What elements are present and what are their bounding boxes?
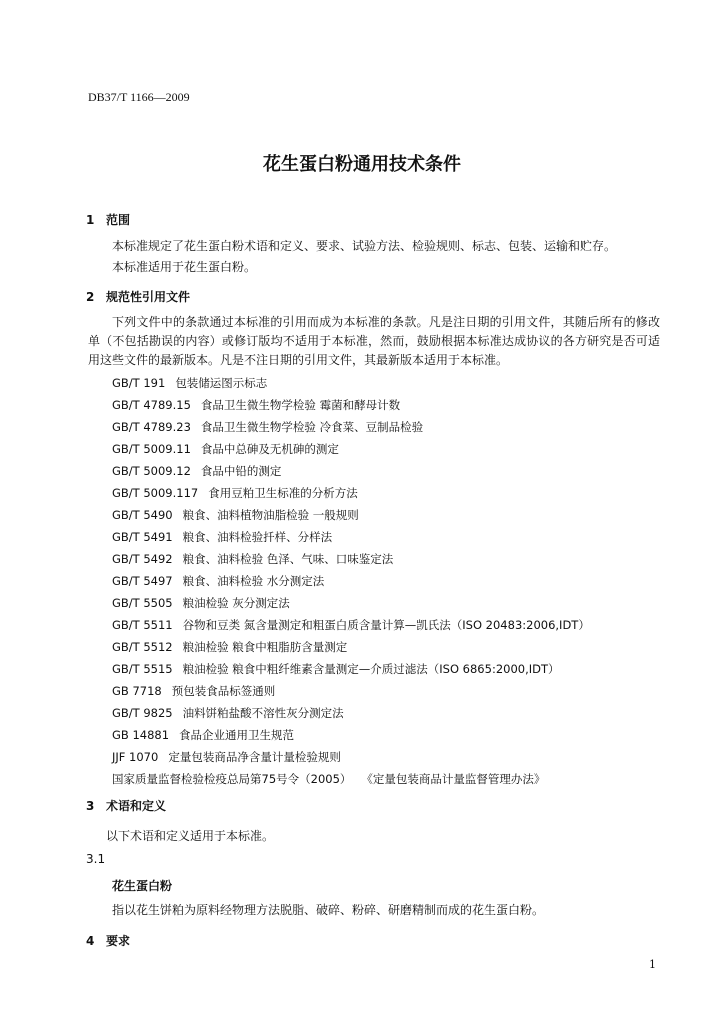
section-title: 要求	[106, 934, 131, 948]
reference-code: GB 14881	[112, 728, 170, 742]
normative-references-intro: 下列文件中的条款通过本标准的引用而成为本标准的条款。凡是注日期的引用文件，其随后所有的修改单（不包括勘误的内容）或修订版均不适用于本标准，然而，鼓励根据本标准达成协议的各方研究是否可适用这些文件的最新版本。凡是不注日期的引用文件，其最新版本适用于本标准。	[88, 315, 660, 367]
scope-line-1: 本标准规定了花生蛋白粉术语和定义、要求、试验方法、检验规则、标志、包装、运输和贮存。	[112, 239, 617, 253]
reference-title: 食品卫生微生物学检验 冷食菜、豆制品检验	[200, 420, 424, 434]
list-item	[112, 460, 590, 482]
reference-code: GB/T 5492	[112, 552, 173, 566]
reference-title: 粮油检验 粮食中粗纤维素含量测定—介质过滤法（ISO 6865:2000,IDT）	[182, 662, 560, 676]
list-item	[112, 438, 590, 460]
reference-title: 油料饼粕盐酸不溶性灰分测定法	[182, 706, 344, 720]
reference-code: GB/T 4789.15	[112, 398, 191, 412]
list-item	[112, 724, 590, 746]
reference-code: GB/T 5512	[112, 640, 173, 654]
list-item	[112, 746, 590, 768]
section-number: 4	[86, 934, 95, 948]
list-item	[112, 614, 590, 636]
reference-code: GB/T 5009.12	[112, 464, 191, 478]
reference-title: 粮食、油料植物油脂检验 一般规则	[182, 508, 359, 522]
section-3-heading	[86, 797, 166, 814]
reference-code: GB/T 5515	[112, 662, 173, 676]
reference-code: GB/T 5009.11	[112, 442, 191, 456]
list-item	[112, 526, 590, 548]
reference-title: 《定量包装商品计量监督管理办法》	[361, 772, 546, 786]
list-item	[112, 680, 590, 702]
scope-line-2: 本标准适用于花生蛋白粉。	[112, 260, 257, 274]
section-title: 范围	[106, 213, 131, 227]
document-code: DB37/T 1166—2009	[88, 90, 190, 104]
reference-code: GB/T 9825	[112, 706, 173, 720]
page-number: 1	[649, 958, 656, 971]
reference-code: GB/T 5505	[112, 596, 173, 610]
section-1-heading	[86, 211, 130, 228]
list-item	[112, 636, 590, 658]
subsection-number: 3.1	[86, 852, 106, 866]
reference-title: 粮油检验 灰分测定法	[182, 596, 290, 610]
list-item	[112, 548, 590, 570]
reference-code: GB/T 5491	[112, 530, 173, 544]
reference-code: GB/T 5497	[112, 574, 173, 588]
reference-code: GB 7718	[112, 684, 162, 698]
reference-code: 国家质量监督检验检疫总局第75号令（2005）	[112, 772, 352, 786]
reference-code: GB/T 5511	[112, 618, 173, 632]
reference-title: 粮食、油料检验扦样、分样法	[182, 530, 333, 544]
list-item	[112, 658, 590, 680]
section-title: 术语和定义	[106, 799, 167, 813]
term-definition: 指以花生饼粕为原料经物理方法脱脂、破碎、粉碎、研磨精制而成的花生蛋白粉。	[112, 903, 545, 917]
reference-title: 食品卫生微生物学检验 霉菌和酵母计数	[200, 398, 401, 412]
list-item	[112, 570, 590, 592]
reference-title: 粮食、油料检验 水分测定法	[182, 574, 325, 588]
reference-title: 谷物和豆类 氮含量测定和粗蛋白质含量计算—凯氏法（ISO 20483:2006,IDT）	[182, 618, 590, 632]
list-item	[112, 482, 590, 504]
reference-title: 食用豆粕卫生标准的分析方法	[208, 486, 358, 500]
reference-title: 食品中铅的测定	[200, 464, 282, 478]
list-item	[112, 768, 590, 790]
reference-title: 包装储运图示标志	[175, 376, 268, 390]
section-2-heading	[86, 288, 190, 305]
list-item	[112, 702, 590, 724]
section-4-heading	[86, 932, 130, 949]
terms-intro: 以下术语和定义适用于本标准。	[106, 829, 275, 843]
reference-title: 粮油检验 粮食中粗脂肪含量测定	[182, 640, 348, 654]
list-item	[112, 372, 590, 394]
page-title: 花生蛋白粉通用技术条件	[263, 154, 461, 175]
section-number: 3	[86, 799, 95, 813]
section-number: 1	[86, 213, 95, 227]
list-item	[112, 416, 590, 438]
reference-code: GB/T 191	[112, 376, 166, 390]
reference-code: GB/T 4789.23	[112, 420, 191, 434]
list-item	[112, 394, 590, 416]
section-number: 2	[86, 290, 95, 304]
section-title: 规范性引用文件	[106, 290, 191, 304]
reference-code: GB/T 5009.117	[112, 486, 199, 500]
reference-code: GB/T 5490	[112, 508, 173, 522]
reference-title: 粮食、油料检验 色泽、气味、口味鉴定法	[182, 552, 394, 566]
reference-title: 定量包装商品净含量计量检验规则	[168, 750, 341, 764]
term-heading: 花生蛋白粉	[112, 879, 173, 893]
list-item	[112, 592, 590, 614]
reference-code: JJF 1070	[112, 750, 159, 764]
reference-title: 食品企业通用卫生规范	[179, 728, 295, 742]
reference-title: 食品中总砷及无机砷的测定	[200, 442, 339, 456]
list-item	[112, 504, 590, 526]
reference-list	[112, 372, 590, 790]
reference-title: 预包装食品标签通则	[171, 684, 276, 698]
